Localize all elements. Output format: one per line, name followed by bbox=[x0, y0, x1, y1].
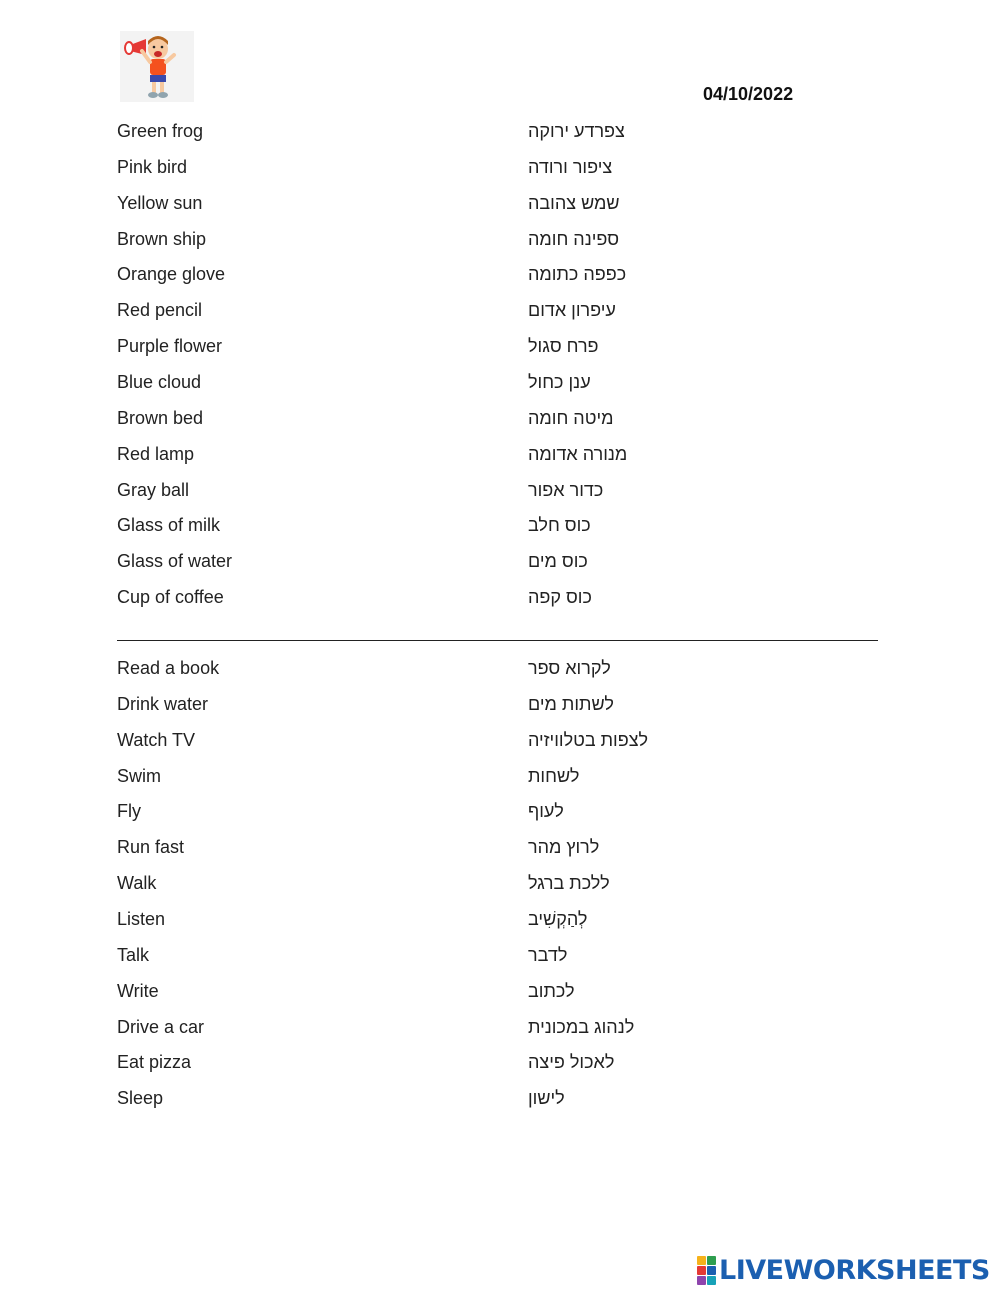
boy-megaphone-icon bbox=[120, 31, 194, 102]
english-term: Walk bbox=[117, 873, 157, 894]
vocabulary-row bbox=[0, 261, 1000, 287]
hebrew-translation: לצפות בטלוויזיה bbox=[528, 729, 649, 750]
vocabulary-row bbox=[0, 226, 1000, 252]
hebrew-translation: כוס מים bbox=[528, 551, 588, 572]
vocabulary-row bbox=[0, 512, 1000, 538]
hebrew-translation: כפפה כתומה bbox=[528, 264, 627, 285]
english-term: Green frog bbox=[117, 121, 204, 141]
english-term: Orange glove bbox=[117, 264, 226, 285]
vocabulary-row bbox=[0, 297, 1000, 323]
english-term: Drive a car bbox=[117, 1016, 205, 1037]
english-term: Sleep bbox=[117, 1088, 164, 1109]
hebrew-translation: לשחות bbox=[528, 765, 580, 786]
vocabulary-row bbox=[0, 1085, 1000, 1111]
vocabulary-row bbox=[0, 369, 1000, 395]
vocabulary-row bbox=[0, 477, 1000, 503]
vocabulary-row bbox=[0, 548, 1000, 574]
hebrew-translation: כוס קפה bbox=[528, 587, 592, 608]
hebrew-translation: לעוף bbox=[528, 801, 564, 822]
english-term: Drink water bbox=[117, 693, 209, 714]
hebrew-translation: לְהַקְשִׁיב bbox=[528, 908, 588, 929]
hebrew-translation: צפרדע ירוקה bbox=[528, 121, 625, 141]
english-term: Write bbox=[117, 980, 159, 1001]
hebrew-translation: לשתות מים bbox=[528, 693, 614, 714]
english-term: Talk bbox=[117, 944, 150, 965]
english-term: Red lamp bbox=[117, 443, 195, 464]
vocabulary-row bbox=[0, 584, 1000, 610]
vocabulary-row bbox=[0, 906, 1000, 932]
hebrew-translation: ספינה חומה bbox=[528, 228, 619, 249]
hebrew-translation: ציפור ורודה bbox=[528, 156, 613, 177]
vocabulary-row bbox=[0, 763, 1000, 789]
english-term: Cup of coffee bbox=[117, 587, 224, 608]
liveworksheets-badge-icon bbox=[697, 1256, 716, 1285]
hebrew-translation: שמש צהובה bbox=[528, 192, 620, 213]
english-term: Brown bed bbox=[117, 407, 204, 428]
vocabulary-row bbox=[0, 333, 1000, 359]
boy-megaphone-illustration bbox=[120, 31, 194, 102]
vocabulary-row bbox=[0, 798, 1000, 824]
hebrew-translation: לרוץ מהר bbox=[528, 837, 600, 858]
vocabulary-row bbox=[0, 1049, 1000, 1075]
liveworksheets-logo bbox=[697, 1253, 990, 1287]
english-term: Purple flower bbox=[117, 336, 223, 357]
vocabulary-row bbox=[0, 942, 1000, 968]
vocabulary-row bbox=[0, 441, 1000, 467]
english-term: Blue cloud bbox=[117, 371, 202, 392]
worksheet-date: 04/10/2022 bbox=[703, 84, 794, 104]
english-term: Run fast bbox=[117, 837, 185, 858]
hebrew-translation: לישון bbox=[528, 1088, 565, 1109]
english-term: Glass of water bbox=[117, 551, 233, 572]
english-term: Listen bbox=[117, 908, 166, 929]
vocabulary-row bbox=[0, 978, 1000, 1004]
vocabulary-row bbox=[0, 118, 1000, 144]
vocabulary-row bbox=[0, 154, 1000, 180]
hebrew-translation: מנורה אדומה bbox=[528, 443, 628, 464]
hebrew-translation: כדור אפור bbox=[528, 479, 604, 500]
hebrew-translation: עיפרון אדום bbox=[528, 300, 616, 321]
hebrew-translation: כוס חלב bbox=[528, 515, 591, 536]
vocabulary-row bbox=[0, 1014, 1000, 1040]
hebrew-translation: לדבר bbox=[528, 944, 568, 965]
hebrew-translation: לכתוב bbox=[528, 980, 575, 1001]
vocabulary-row bbox=[0, 727, 1000, 753]
english-term: Fly bbox=[117, 801, 141, 822]
english-term: Yellow sun bbox=[117, 192, 203, 213]
hebrew-translation: לאכול פיצה bbox=[528, 1052, 615, 1073]
section-divider bbox=[117, 640, 878, 641]
vocabulary-row bbox=[0, 655, 1000, 681]
english-term: Eat pizza bbox=[117, 1052, 192, 1073]
hebrew-translation: לקרוא ספר bbox=[528, 658, 611, 678]
vocabulary-row bbox=[0, 405, 1000, 431]
vocabulary-row bbox=[0, 190, 1000, 216]
vocabulary-row bbox=[0, 834, 1000, 860]
english-term: Red pencil bbox=[117, 300, 203, 321]
hebrew-translation: פרח סגול bbox=[528, 336, 599, 357]
english-term: Gray ball bbox=[117, 479, 190, 500]
english-term: Swim bbox=[117, 765, 161, 786]
hebrew-translation: ללכת ברגל bbox=[528, 873, 610, 894]
vocabulary-row bbox=[0, 691, 1000, 717]
brand-name: LIVEWORKSHEETS bbox=[719, 1254, 990, 1286]
vocabulary-row bbox=[0, 870, 1000, 896]
hebrew-translation: לנהוג במכונית bbox=[528, 1016, 635, 1037]
hebrew-translation: מיטה חומה bbox=[528, 407, 614, 428]
english-term: Watch TV bbox=[117, 729, 196, 750]
english-term: Read a book bbox=[117, 658, 220, 678]
english-term: Pink bird bbox=[117, 156, 188, 177]
english-term: Brown ship bbox=[117, 228, 207, 249]
english-term: Glass of milk bbox=[117, 515, 221, 536]
hebrew-translation: ענן כחול bbox=[528, 371, 591, 392]
